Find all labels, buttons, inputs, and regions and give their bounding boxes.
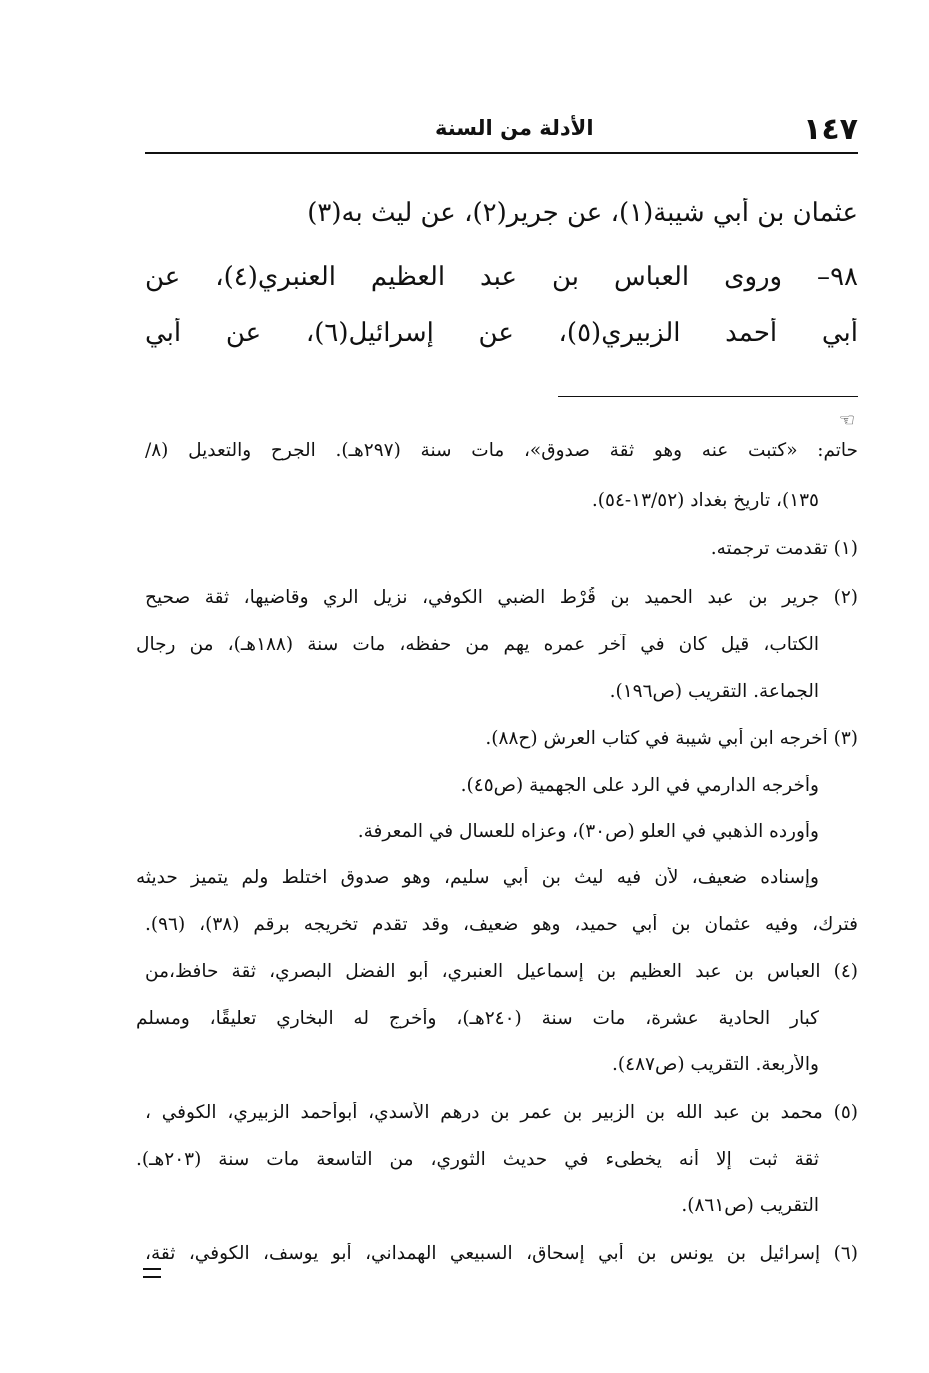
running-title: الأدلة من السنة — [435, 116, 594, 140]
footnote-line: وإسناده ضعيف، لأن فيه ليث بن أبي سليم، وهو صدوق اختلط ولم يتميز حديثه — [136, 867, 819, 888]
page-header — [145, 108, 858, 154]
footnote-line: والأربعة. التقريب (ص٤٨٧). — [612, 1054, 819, 1075]
footnote-line: فترك، وفيه عثمان بن أبي حميد، وهو ضعيف، وقد تقدم تخريجه برقم (٣٨)، (٩٦). — [145, 914, 858, 935]
footnote-line: التقريب (ص٨٦١). — [681, 1195, 819, 1216]
body-line: ٩٨– وروى العباس بن عبد العظيم العنبري(٤)، عن — [145, 262, 858, 292]
footnote-line: كبار الحادية عشرة، مات سنة (٢٤٠هـ)، وأخرج له البخاري تعليقًا، ومسلم — [136, 1008, 819, 1029]
footnote-line: (٢) جرير بن عبد الحميد بن قُرْط الضبي الكوفي، نزيل الري وقاضيها، ثقة صحيح — [145, 587, 858, 608]
footnote-line: (٣) أخرجه ابن أبي شيبة في كتاب العرش (ح٨٨). — [485, 728, 858, 749]
body-line: عثمان بن أبي شيبة(١)، عن جرير(٢)، عن ليث به(٣) — [307, 198, 858, 228]
footnote-line: (٥) محمد بن عبد الله بن الزبير بن عمر بن درهم الأسدي، أبوأحمد الزبيري، الكوفي ، — [145, 1102, 858, 1123]
footnote-line: وأخرجه الدارمي في الرد على الجهمية (ص٤٥). — [460, 775, 819, 796]
footnote-line: (٦) إسرائيل بن يونس بن أبي إسحاق، السبيعي الهمداني، أبو يوسف، الكوفي، ثقة، — [145, 1243, 858, 1264]
continuation-equals-mark — [143, 1268, 161, 1278]
footnote-line: ١٣٥)، تاريخ بغداد (١٣/٥٢-٥٤). — [591, 490, 819, 511]
footnote-line: وأورده الذهبي في العلو (ص٣٠)، وعزاه للعسال في المعرفة. — [357, 821, 819, 842]
footnote-line: (٤) العباس بن عبد العظيم بن إسماعيل العنبري، أبو الفضل البصري، ثقة حافظ،من — [145, 961, 858, 982]
continuation-mark-icon: ☜ — [838, 410, 855, 431]
footnote-line: (١) تقدمت ترجمته. — [710, 538, 858, 559]
footnote-line: الجماعة. التقريب (ص١٩٦). — [609, 681, 819, 702]
page-number: ١٤٧ — [803, 112, 858, 147]
footnote-line: ثقة ثبت إلا أنه يخطىء في حديث الثوري، من التاسعة مات سنة (٢٠٣هـ). — [136, 1149, 819, 1170]
header-rule — [145, 152, 858, 154]
footnote-separator — [558, 396, 858, 397]
footnote-line: حاتم: «كتبت عنه وهو ثقة صدوق»، مات سنة (٢٩٧هـ). الجرح والتعديل (٨/ — [145, 440, 858, 461]
footnote-line: الكتاب، قيل كان في آخر عمره يهم من حفظه، مات سنة (١٨٨هـ)، من رجال — [136, 634, 819, 655]
body-line: أبي أحمد الزبيري(٥)، عن إسرائيل(٦)، عن أبي — [145, 318, 858, 348]
